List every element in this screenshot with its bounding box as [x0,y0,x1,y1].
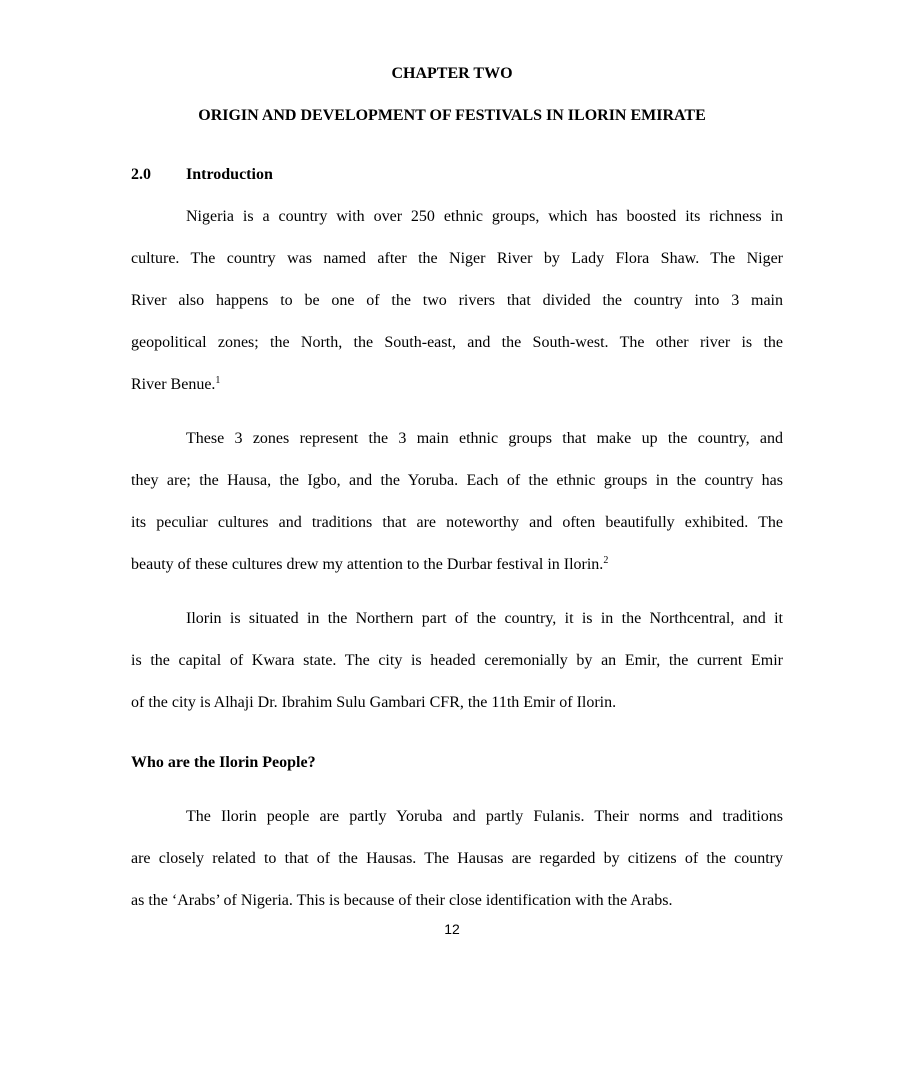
paragraph-line: These 3 zones represent the 3 main ethnic groups that make up the country, and [186,430,783,447]
paragraph-2 [131,418,783,586]
paragraph-line: culture. The country was named after the Niger River by Lady Flora Shaw. The Niger [131,250,783,267]
paragraph-line: geopolitical zones; the North, the South-east, and the South-west. The other river is the [131,334,783,351]
chapter-title: ORIGIN AND DEVELOPMENT OF FESTIVALS IN ILORIN EMIRATE [198,107,706,124]
paragraph-line: of the city is Alhaji Dr. Ibrahim Sulu Gambari CFR, the 11th Emir of Ilorin. [131,694,617,711]
section-number: 2.0 [131,166,151,183]
paragraph-line: The Ilorin people are partly Yoruba and partly Fulanis. Their norms and traditions [186,808,783,825]
paragraph-line: River also happens to be one of the two rivers that divided the country into 3 main [131,292,783,309]
chapter-label: CHAPTER TWO [391,65,513,82]
paragraph-text: River Benue. [131,376,216,393]
section-title: Introduction [186,166,273,183]
subheading: Who are the Ilorin People? [131,754,316,771]
paragraph-line: as the ‘Arabs’ of Nigeria. This is because of their close identification with the Arabs. [131,892,673,909]
paragraph-line: Ilorin is situated in the Northern part of the country, it is in the Northcentral, and it [186,610,783,627]
paragraph-text: beauty of these cultures drew my attention to the Durbar festival in Ilorin. [131,556,604,573]
paragraph-line: Nigeria is a country with over 250 ethnic groups, which has boosted its richness in [186,208,783,225]
footnote-ref[interactable]: 2 [603,555,609,566]
paragraph-line: they are; the Hausa, the Igbo, and the Yoruba. Each of the ethnic groups in the country has [131,472,783,489]
paragraph-1 [131,196,783,406]
section-heading [131,165,273,185]
page-number: 12 [444,921,460,937]
paragraph-3 [131,598,783,724]
footnote-ref[interactable]: 1 [215,375,221,386]
paragraph-line-last [131,364,783,406]
paragraph-line: its peculiar cultures and traditions that are noteworthy and often beautifully exhibited. The [131,514,783,531]
paragraph-line: is the capital of Kwara state. The city is headed ceremonially by an Emir, the current Emir [131,652,783,669]
paragraph-4 [131,796,783,922]
paragraph-line: are closely related to that of the Hausas. The Hausas are regarded by citizens of the country [131,850,783,867]
paragraph-line-last [131,544,783,586]
